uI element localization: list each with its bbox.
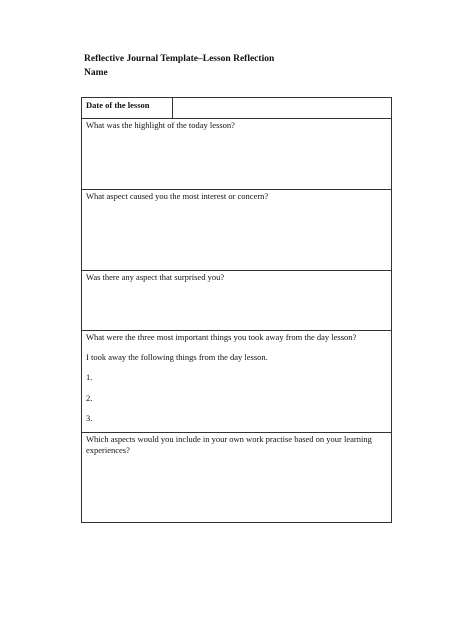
takeaways-intro: I took away the following things from the day lesson. bbox=[86, 351, 268, 362]
takeaway-number-3: 3. bbox=[86, 413, 93, 423]
document-header bbox=[84, 52, 274, 80]
date-label: Date of the lesson bbox=[82, 98, 173, 118]
practice-question-cell[interactable] bbox=[82, 432, 391, 522]
date-row bbox=[82, 98, 391, 118]
highlight-question: What was the highlight of the today lesson? bbox=[86, 120, 235, 130]
highlight-question-cell[interactable] bbox=[82, 118, 391, 189]
surprise-question-cell[interactable] bbox=[82, 270, 391, 330]
takeaway-number-1: 1. bbox=[86, 372, 93, 382]
takeaways-question-cell[interactable] bbox=[82, 330, 391, 432]
interest-question: What aspect caused you the most interest or concern? bbox=[86, 191, 269, 201]
interest-question-cell[interactable] bbox=[82, 189, 391, 270]
takeaway-number-2: 2. bbox=[86, 392, 93, 403]
date-field[interactable] bbox=[173, 98, 391, 118]
surprise-question: Was there any aspect that surprised you? bbox=[86, 272, 225, 282]
takeaways-question: What were the three most important things you took away from the day lesson? bbox=[86, 332, 357, 342]
practice-question: Which aspects would you include in your own work practise based on your learning experiences? bbox=[86, 434, 372, 455]
name-label: Name bbox=[84, 68, 108, 78]
reflection-form-table bbox=[81, 97, 392, 523]
document-title: Reflective Journal Template–Lesson Reflection bbox=[84, 54, 275, 64]
